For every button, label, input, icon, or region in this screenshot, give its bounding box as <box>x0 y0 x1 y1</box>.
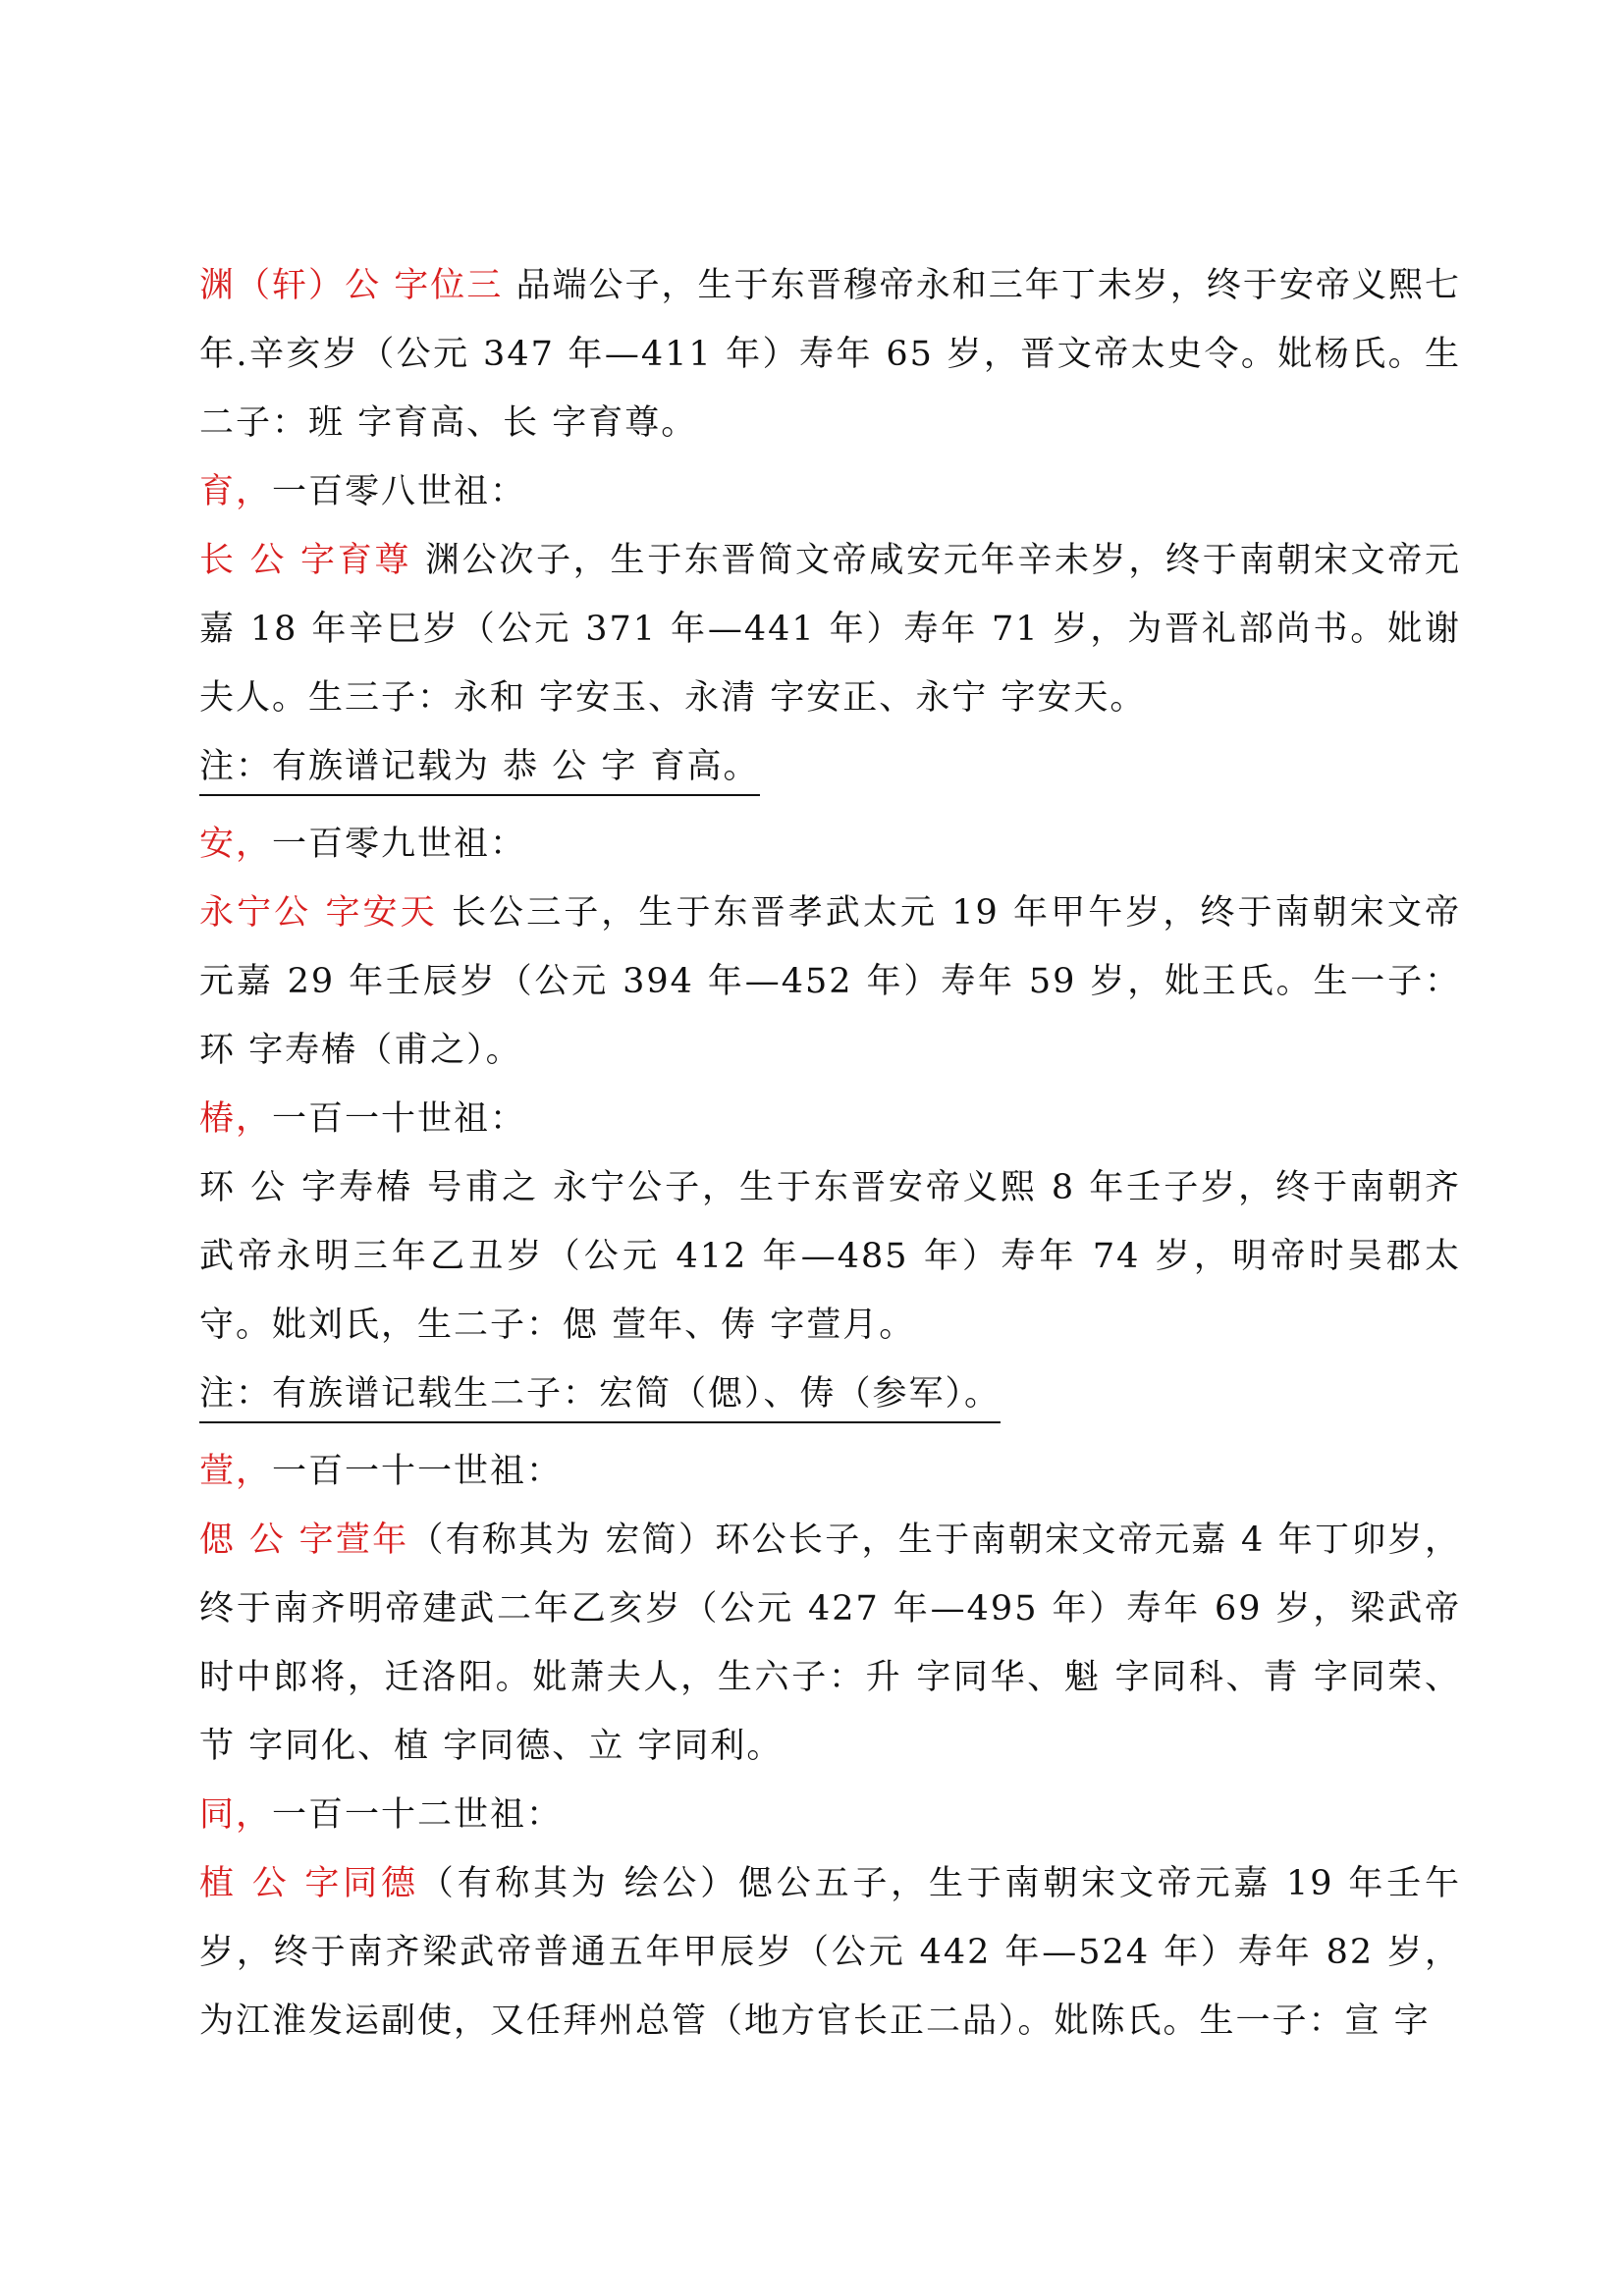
generation-char: 萱， <box>199 1452 273 1491</box>
generation-text: 一百一十世祖： <box>272 1099 527 1139</box>
entry-chang <box>199 526 1461 732</box>
note-text: 注：有族谱记载生二子：宏简（偲）、俦（参军）。 <box>199 1366 1001 1423</box>
entry-name: 长 公 字育尊 <box>199 541 412 580</box>
entry-zhi <box>199 1849 1461 2056</box>
note-2 <box>199 1360 1461 1437</box>
generation-text: 一百一十一世祖： <box>272 1452 564 1491</box>
generation-char: 椿， <box>199 1099 273 1139</box>
generation-heading-110 <box>199 1085 1461 1153</box>
generation-text: 一百一十二世祖： <box>272 1795 564 1835</box>
entry-text: （有称其为 宏简）环公长子，生于南朝宋文帝元嘉 4 年丁卯岁，终于南齐明帝建武二年乙亥岁（公元 427 年—495 年）寿年 69 岁，梁武帝时中郎将，迁洛阳。妣萧夫人，生六子：升 字同华、魁 字同科、青 字同荣、节 字同化、植 字同德、立 字同利。 <box>199 1521 1461 1766</box>
generation-heading-108 <box>199 457 1461 526</box>
entry-text: （有称其为 绘公）偲公五子，生于南朝宋文帝元嘉 19 年壬午岁，终于南齐梁武帝普通五年甲辰岁（公元 442 年—524 年）寿年 82 岁，为江淮发运副使，又任拜州总管（地方官长正二品）。妣陈氏。生一子：宣 字 <box>199 1864 1461 2041</box>
generation-heading-111 <box>199 1437 1461 1506</box>
entry-text: 品端公子，生于东晋穆帝永和三年丁未岁，终于安帝义熙七年.辛亥岁（公元 347 年—411 年）寿年 65 岁，晋文帝太史令。妣杨氏。生二子：班 字育高、长 字育尊。 <box>199 266 1461 443</box>
entry-name: 偲 公 字萱年 <box>199 1521 409 1560</box>
document-page <box>199 251 1461 2056</box>
entry-yongning <box>199 879 1461 1085</box>
generation-char: 同， <box>199 1795 273 1835</box>
entry-name: 永宁公 字安天 <box>199 893 438 933</box>
generation-heading-109 <box>199 810 1461 879</box>
entry-text: 长公三子，生于东晋孝武太元 19 年甲午岁，终于南朝宋文帝元嘉 29 年壬辰岁（公元 394 年—452 年）寿年 59 岁，妣王氏。生一子：环 字寿椿（甫之）。 <box>199 893 1461 1070</box>
entry-si <box>199 1506 1461 1781</box>
entry-text: 渊公次子，生于东晋简文帝咸安元年辛未岁，终于南朝宋文帝元嘉 18 年辛巳岁（公元 371 年—441 年）寿年 71 岁，为晋礼部尚书。妣谢夫人。生三子：永和 字安玉、永清 字安正、永宁 字安天。 <box>199 541 1461 718</box>
entry-name: 渊（轩）公 字位三 <box>199 266 504 305</box>
entry-text: 环 公 字寿椿 号甫之 永宁公子，生于东晋安帝义熙 8 年壬子岁，终于南朝齐武帝永明三年乙丑岁（公元 412 年—485 年）寿年 74 岁，明帝时吴郡太守。妣刘氏，生二子：偲 萱年、俦 字萱月。 <box>199 1168 1461 1345</box>
generation-char: 育， <box>199 472 273 511</box>
generation-heading-112 <box>199 1781 1461 1849</box>
entry-huan <box>199 1153 1461 1360</box>
note-text: 注：有族谱记载为 恭 公 字 育高。 <box>199 739 760 796</box>
generation-text: 一百零八世祖： <box>272 472 527 511</box>
generation-text: 一百零九世祖： <box>272 825 527 864</box>
note-1 <box>199 732 1461 810</box>
entry-yuan <box>199 251 1461 457</box>
entry-name: 植 公 字同德 <box>199 1864 419 1903</box>
generation-char: 安， <box>199 825 273 864</box>
